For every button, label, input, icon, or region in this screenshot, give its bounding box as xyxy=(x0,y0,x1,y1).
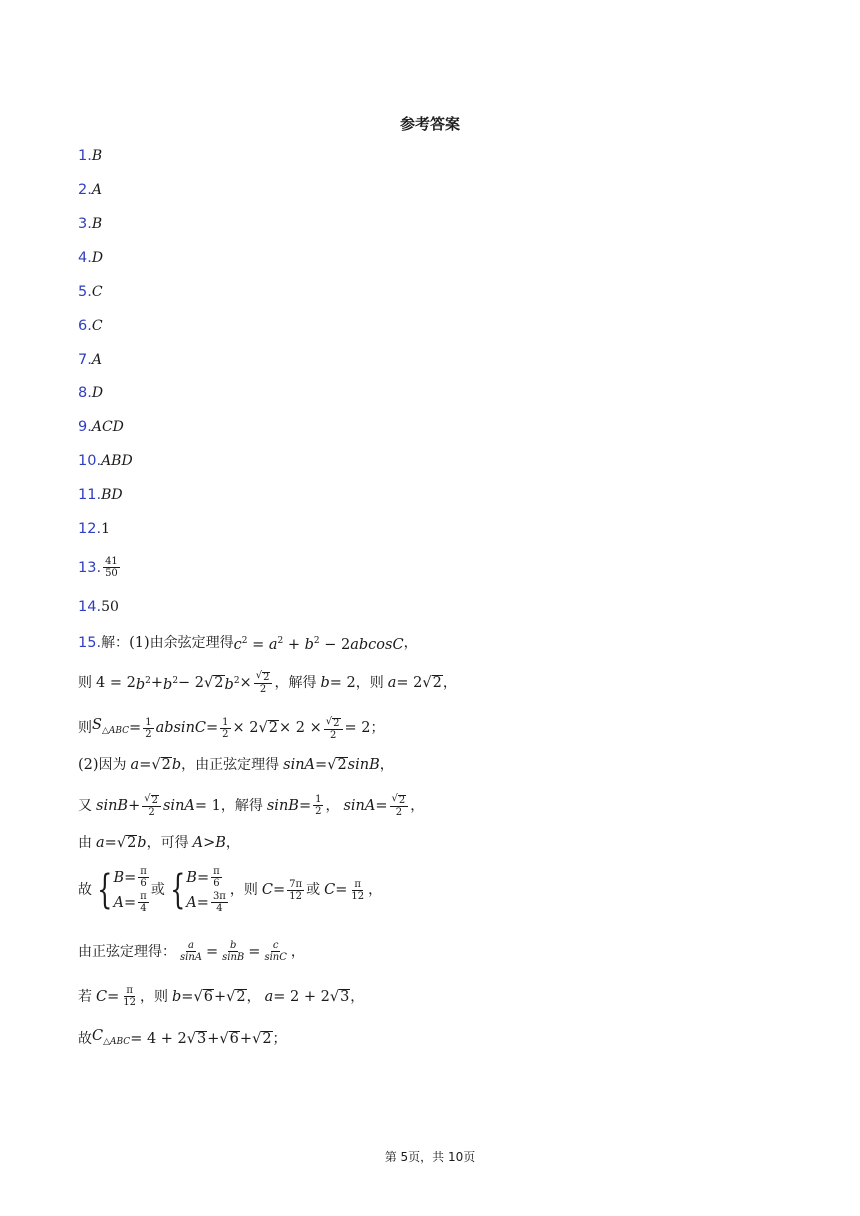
answer-value: D xyxy=(91,250,104,266)
question-number: 8. xyxy=(78,385,92,401)
question-number: 5. xyxy=(78,284,92,300)
q15-line-5: 又 sinB + √ 2 2 sinA = 1 ，解得 sinB = $\frac{1}{2}$ ， sinA = √ 2 2 ， xyxy=(78,793,425,818)
answer-value: D xyxy=(91,385,104,401)
answer-value: ACD xyxy=(91,419,124,435)
answer-fraction: $\frac{41}{50}$ xyxy=(105,556,118,579)
answer-1 xyxy=(78,146,102,166)
answer-value: 1 xyxy=(101,521,110,537)
question-number: 9. xyxy=(78,419,92,435)
question-number: 2. xyxy=(78,182,92,198)
q15-line-8: 由正弦定理得： $\frac{a}{\sin A}$ = $\frac{b}{\sin B}$ = $\frac{c}{\sin C}$ ， xyxy=(78,940,305,963)
question-number: 6. xyxy=(78,318,92,334)
question-number: 4. xyxy=(78,250,92,266)
answer-5 xyxy=(78,282,103,302)
answer-11 xyxy=(78,485,123,505)
answer-13 xyxy=(78,556,122,579)
question-number: 1. xyxy=(78,148,92,164)
answer-2 xyxy=(78,180,102,200)
q15-line-4: (2) 因为 a = √ 2 b ，由正弦定理得 sinA = √ 2 sinB ， xyxy=(78,757,394,773)
q15-line-6: 由 a = √ 2 b ，可得 A > B ， xyxy=(78,835,240,851)
q15-line-9: 若 C = $\frac{\pi}{12}$ ，则 b = √ 6 + √ 2 ， a = 2 + 2 √ 3 ， xyxy=(78,985,365,1008)
answer-8 xyxy=(78,383,103,403)
q15-line-3: 则 $S_{\triangle ABC}$ = $\frac{1}{2}$ absinC = $\frac{1}{2}$ × 2 √ 2 × 2 × √ 2 2 = 2 ； xyxy=(78,715,385,741)
question-number: 3. xyxy=(78,216,92,232)
q15-line-7: 故 { B = $\frac{\pi}{6}$ A = $\frac{\pi}{4}$ 或 { B = $\frac{\pi}{6}$ A = $\frac{3\pi}{4}$ ，则 C = $\frac{7\pi}{12}$ 或 C = $\frac{\pi}{12}$ ， xyxy=(78,866,383,914)
answer-3 xyxy=(78,214,102,234)
question-number: 15. xyxy=(78,635,102,651)
answer-value: ABD xyxy=(101,453,133,469)
page-title: 参考答案 xyxy=(399,115,460,133)
answer-10 xyxy=(78,451,133,471)
question-number: 14. xyxy=(78,599,102,615)
answer-value: B xyxy=(91,216,103,232)
answer-value: A xyxy=(91,182,102,198)
answer-value: 50 xyxy=(101,599,119,615)
question-number: 12. xyxy=(78,521,102,537)
answer-value: C xyxy=(91,284,103,300)
question-number: 13. xyxy=(78,559,102,576)
answer-14 xyxy=(78,597,119,617)
answer-12 xyxy=(78,519,110,539)
page-footer: 第 5页，共 10页 xyxy=(384,1150,476,1164)
q15-line-2: 则 4 = 2 $b^2$ + $b^2$ − 2 √ 2 $b^2$ × √ 2 2 ，解得 b = 2 ，则 a = 2 √ 2 ， xyxy=(78,670,457,695)
answer-value: B xyxy=(91,148,103,164)
answer-value: BD xyxy=(101,487,123,503)
q15-line-1: 15. 解： (1) 由余弦定理得 $c^2 = a^2 + b^2 - 2abcosC$ ， xyxy=(78,635,418,653)
answer-6 xyxy=(78,316,103,336)
answer-9 xyxy=(78,417,124,437)
answer-value: C xyxy=(91,318,103,334)
question-number: 7. xyxy=(78,352,92,368)
answer-7 xyxy=(78,350,102,370)
question-number: 10. xyxy=(78,453,102,469)
answer-4 xyxy=(78,248,103,268)
q15-line-10: 故 $C_{\triangle ABC}$ = 4 + 2 √ 3 + √ 6 + √ 2 ； xyxy=(78,1028,287,1047)
question-number: 11. xyxy=(78,487,102,503)
answer-value: A xyxy=(91,352,102,368)
